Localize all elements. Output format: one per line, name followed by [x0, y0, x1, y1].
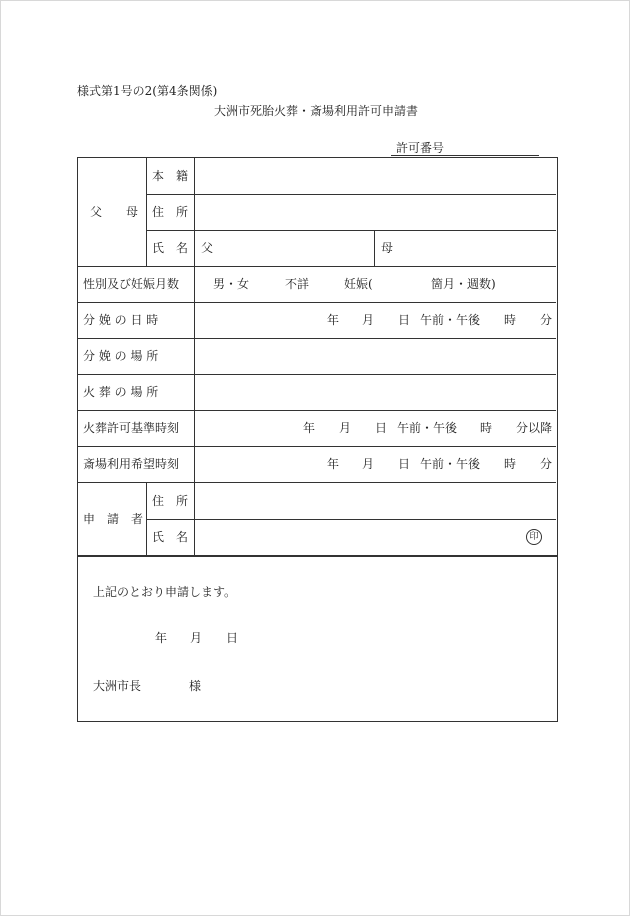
- facility-year: 年: [327, 457, 340, 471]
- declaration-statement: 上記のとおり申請します。: [93, 585, 237, 599]
- table-rule: [77, 302, 556, 303]
- mother-label: 母: [381, 241, 394, 255]
- table-rule: [77, 266, 556, 267]
- gender-row-label: 性別及び妊娠月数: [83, 277, 180, 291]
- addressee: 大洲市長: [93, 679, 142, 693]
- table-rule: [77, 482, 556, 483]
- parents-name-label: 氏 名: [152, 241, 189, 255]
- applicant-label: 申 請 者: [83, 512, 144, 526]
- declaration-day: 日: [226, 631, 239, 645]
- delivery-minute: 分: [540, 313, 553, 327]
- permit-number-label: 許可番号: [396, 141, 445, 155]
- delivery-month: 月: [362, 313, 375, 327]
- permit-month: 月: [339, 421, 352, 435]
- permit-ampm: 午前・午後: [397, 421, 458, 435]
- pregnancy-open: 妊娠(: [344, 277, 373, 291]
- permit-hour: 時: [480, 421, 493, 435]
- pregnancy-unit: 箇月・週数): [431, 277, 496, 291]
- honorific: 様: [189, 679, 202, 693]
- facility-month: 月: [362, 457, 375, 471]
- permit-base-time-label: 火葬許可基準時刻: [83, 421, 180, 435]
- table-rule: [77, 338, 556, 339]
- gender-unknown: 不詳: [285, 277, 310, 291]
- form-number: 様式第1号の2(第4条関係): [77, 84, 218, 98]
- parents-label: 父 母: [90, 205, 139, 219]
- gender-options: 男・女: [213, 277, 250, 291]
- table-rule: [194, 157, 195, 555]
- domicile-label: 本 籍: [152, 169, 189, 183]
- declaration-box: [77, 555, 558, 722]
- facility-time-label: 斎場利用希望時刻: [83, 457, 180, 471]
- table-rule: [374, 230, 375, 266]
- table-rule: [77, 410, 556, 411]
- delivery-datetime-label: 分 娩 の 日 時: [83, 313, 159, 327]
- delivery-ampm: 午前・午後: [420, 313, 481, 327]
- parents-address-label: 住 所: [152, 205, 189, 219]
- facility-hour: 時: [504, 457, 517, 471]
- delivery-year: 年: [327, 313, 340, 327]
- facility-ampm: 午前・午後: [420, 457, 481, 471]
- delivery-place-label: 分 娩 の 場 所: [83, 349, 159, 363]
- table-rule: [146, 519, 556, 520]
- applicant-address-label: 住 所: [152, 494, 189, 508]
- father-label: 父: [201, 241, 214, 255]
- table-rule: [146, 157, 147, 266]
- facility-minute: 分: [540, 457, 553, 471]
- applicant-name-label: 氏 名: [152, 530, 189, 544]
- permit-day: 日: [375, 421, 388, 435]
- table-rule: [77, 374, 556, 375]
- cremation-place-label: 火 葬 の 場 所: [83, 385, 159, 399]
- declaration-month: 月: [190, 631, 203, 645]
- seal-mark: 印: [526, 529, 542, 545]
- permit-minute-after: 分以降: [516, 421, 553, 435]
- table-rule: [146, 482, 147, 555]
- declaration-year: 年: [155, 631, 168, 645]
- delivery-hour: 時: [504, 313, 517, 327]
- table-rule: [146, 194, 556, 195]
- facility-day: 日: [398, 457, 411, 471]
- permit-year: 年: [303, 421, 316, 435]
- delivery-day: 日: [398, 313, 411, 327]
- table-rule: [77, 446, 556, 447]
- form-title: 大洲市死胎火葬・斎場利用許可申請書: [214, 104, 419, 118]
- permit-number-field[interactable]: [391, 155, 539, 156]
- table-rule: [146, 230, 556, 231]
